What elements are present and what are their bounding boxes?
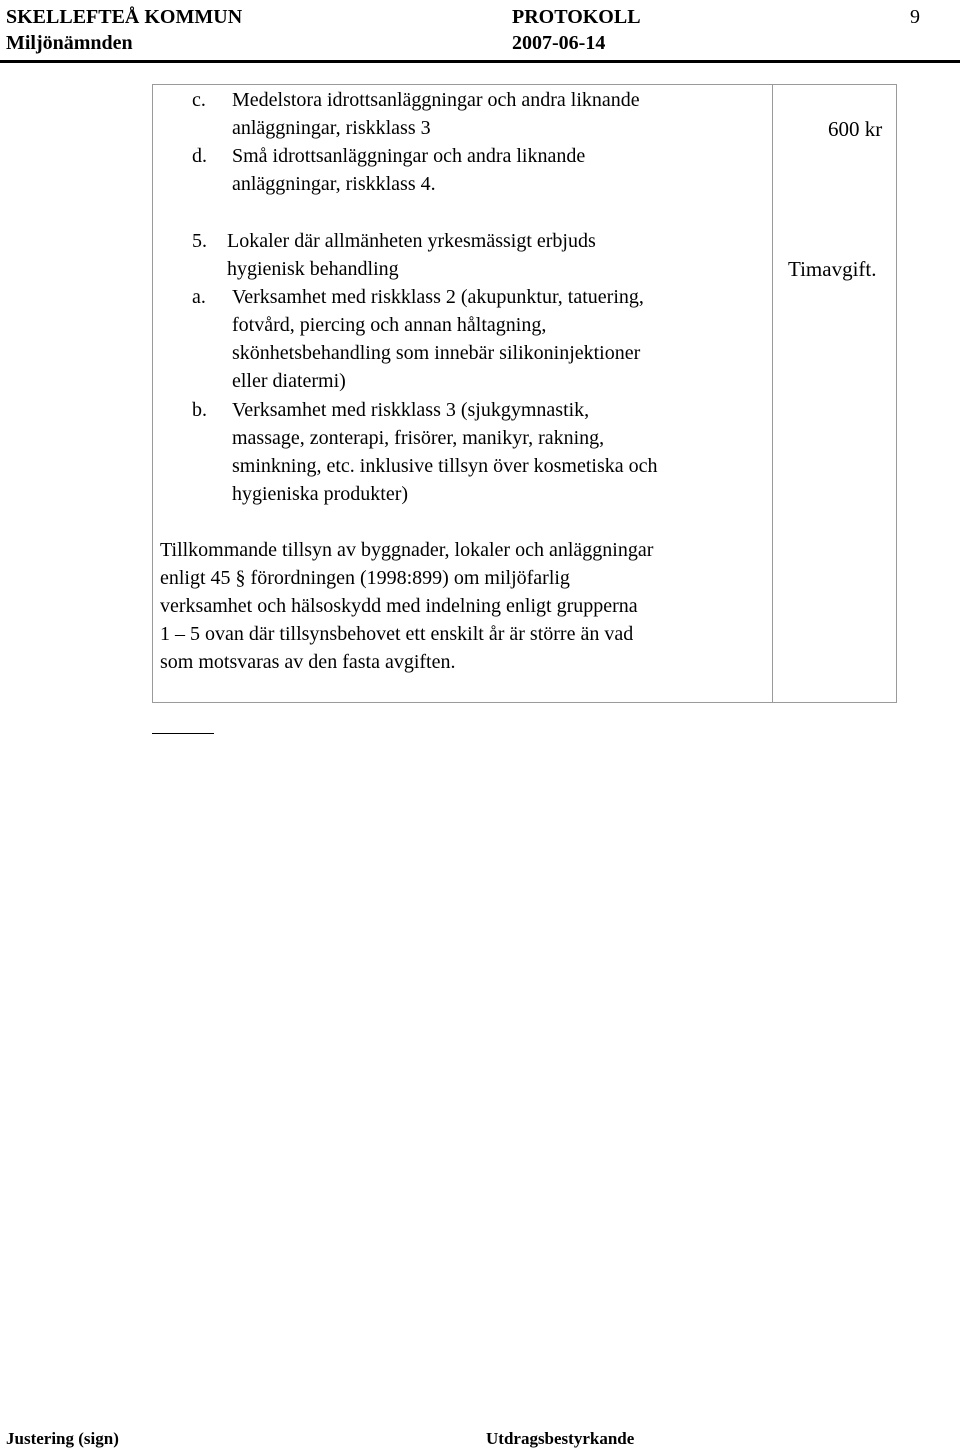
footer-justering: Justering (sign) bbox=[6, 1429, 119, 1448]
item-d-marker: d. bbox=[192, 145, 207, 167]
section-5-line: Lokaler där allmänheten yrkesmässigt erbjuds bbox=[227, 230, 596, 252]
page-number: 9 bbox=[910, 6, 920, 28]
item-d-line: anläggningar, riskklass 4. bbox=[232, 173, 436, 195]
organization-name: SKELLEFTEÅ KOMMUN bbox=[6, 6, 243, 28]
item-b-line: sminkning, etc. inklusive tillsyn över kosmetiska och bbox=[232, 455, 658, 477]
section-5-marker: 5. bbox=[192, 230, 207, 252]
item-a-line: eller diatermi) bbox=[232, 370, 346, 392]
footnote-rule bbox=[152, 733, 214, 734]
item-a-line: fotvård, piercing och annan håltagning, bbox=[232, 314, 547, 336]
item-c-marker: c. bbox=[192, 89, 206, 111]
item-a-line: skönhetsbehandling som innebär silikoninjektioner bbox=[232, 342, 641, 364]
item-b-marker: b. bbox=[192, 399, 207, 421]
paragraph-line: enligt 45 § förordningen (1998:899) om miljöfarlig bbox=[160, 567, 570, 589]
item-c-line: Medelstora idrottsanläggningar och andra liknande bbox=[232, 89, 640, 111]
price-hourly-fee: Timavgift. bbox=[788, 257, 877, 281]
document-date: 2007-06-14 bbox=[512, 32, 606, 54]
item-b-line: Verksamhet med riskklass 3 (sjukgymnastik, bbox=[232, 399, 590, 421]
section-5-line: hygienisk behandling bbox=[227, 258, 399, 280]
item-a-marker: a. bbox=[192, 286, 206, 308]
paragraph-line: verksamhet och hälsoskydd med indelning enligt grupperna bbox=[160, 595, 638, 617]
committee-name: Miljönämnden bbox=[6, 32, 133, 54]
footer-utdragsbestyrkande: Utdragsbestyrkande bbox=[486, 1429, 635, 1448]
header-rule bbox=[0, 60, 960, 63]
item-c-line: anläggningar, riskklass 3 bbox=[232, 117, 431, 139]
paragraph-line: som motsvaras av den fasta avgiften. bbox=[160, 651, 456, 673]
item-a-line: Verksamhet med riskklass 2 (akupunktur, tatuering, bbox=[232, 286, 644, 308]
document-type: PROTOKOLL bbox=[512, 6, 641, 28]
item-b-line: massage, zonterapi, frisörer, manikyr, rakning, bbox=[232, 427, 605, 449]
paragraph-line: Tillkommande tillsyn av byggnader, lokaler och anläggningar bbox=[160, 539, 654, 561]
item-d-line: Små idrottsanläggningar och andra liknande bbox=[232, 145, 586, 167]
table-column-divider bbox=[772, 84, 773, 703]
price-fixed-fee: 600 kr bbox=[828, 117, 883, 141]
item-b-line: hygieniska produkter) bbox=[232, 483, 409, 505]
paragraph-line: 1 – 5 ovan där tillsynsbehovet ett enskilt år är större än vad bbox=[160, 623, 634, 645]
